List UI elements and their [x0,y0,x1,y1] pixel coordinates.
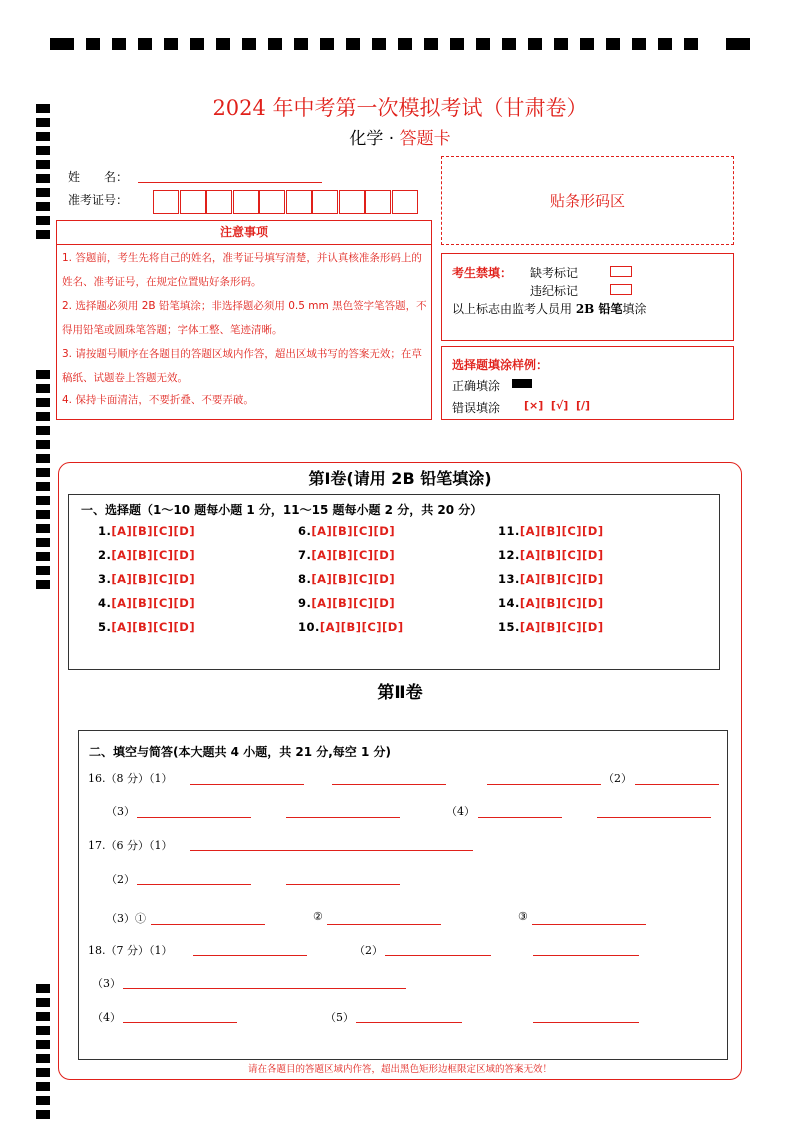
answer-options[interactable]: [A][B][C][D] [319,620,404,634]
timing-mark [36,1026,50,1035]
notice-title-box [56,220,432,245]
part1-title: 第Ⅰ卷(请用 2B 铅笔填涂) [308,469,492,488]
exam-id-digit-box[interactable] [312,190,338,214]
page-title: 2024 年中考第一次模拟考试（甘肃卷） [212,96,588,120]
timing-mark [36,454,50,463]
ban-box [441,253,734,341]
answer-options[interactable]: [A][B][C][D] [519,596,604,610]
timing-mark [36,566,50,575]
choice-question[interactable] [498,572,604,586]
timing-mark [36,510,50,519]
answer-options[interactable]: [A][B][C][D] [519,620,604,634]
exam-id-digit-box[interactable] [286,190,312,214]
timing-mark [36,412,50,421]
q17-blank[interactable] [190,850,473,851]
q16-label: 16.（8 分）（1） [88,772,173,785]
q18-blank[interactable] [193,955,307,956]
q18-label: 18.（7 分）（1） [88,944,173,957]
answer-options[interactable]: [A][B][C][D] [311,596,396,610]
correct-label: 正确填涂 [452,379,501,393]
question-number: 13. [498,572,520,586]
q16-blank[interactable] [332,784,446,785]
q17-label: 17.（6 分）（1） [88,839,173,852]
correct-fill-mark [512,379,532,388]
q18-blank[interactable] [533,955,639,956]
timing-mark [36,496,50,505]
question-number: 3. [98,572,112,586]
question-number: 8. [298,572,312,586]
timing-mark [36,1096,50,1105]
sample-box [441,346,734,420]
timing-mark [36,538,50,547]
choice-question[interactable] [298,572,395,586]
choice-question[interactable] [98,572,195,586]
card-label: 答题卡 [399,129,451,149]
timing-mark [36,1040,50,1049]
timing-mark [36,1012,50,1021]
q17-blank[interactable] [327,924,441,925]
timing-mark [36,552,50,561]
answer-options[interactable]: [A][B][C][D] [111,620,196,634]
q17-3b-label: ② [313,910,323,923]
q18-5-label: （5） [325,1011,354,1024]
exam-id-digit-box[interactable] [365,190,391,214]
exam-id-digit-box[interactable] [153,190,179,214]
choice-question[interactable] [498,620,604,634]
question-number: 6. [298,524,312,538]
timing-mark [36,426,50,435]
timing-mark [36,524,50,533]
ban-title: 考生禁填： [452,266,513,280]
question-number: 2. [98,548,112,562]
timing-mark [36,1110,50,1119]
question-number: 14. [498,596,520,610]
violation-label: 违纪标记 [530,284,579,298]
answer-options[interactable]: [A][B][C][D] [519,524,604,538]
answer-options[interactable]: [A][B][C][D] [311,548,396,562]
choice-section-title: 一、选择题（1～10 题每小题 1 分，11～15 题每小题 2 分，共 20 分） [81,503,483,517]
timing-mark [36,440,50,449]
q16-2-label: （2） [603,772,632,785]
q17-2-label: （2） [106,873,135,886]
timing-mark [36,230,50,239]
notice-item: 3. 请按题号顺序在各题目的答题区域内作答，超出区域书写的答案无效；在草稿纸、试题卷上答题无效。 [62,348,422,384]
choice-question[interactable] [98,620,195,634]
page-subtitle [0,124,800,149]
timing-mark [36,160,50,169]
q18-blank[interactable] [356,1022,462,1023]
question-number: 5. [98,620,112,634]
choice-question[interactable] [498,548,604,562]
choice-question[interactable] [298,620,404,634]
choice-question[interactable] [98,596,195,610]
timing-mark [36,384,50,393]
q16-blank[interactable] [190,784,304,785]
name-label: 姓 名： [68,170,129,184]
question-number: 10. [298,620,320,634]
fill-section-title: 二、填空与简答(本大题共 4 小题，共 21 分,每空 1 分) [89,745,391,759]
choice-question[interactable] [298,596,395,610]
exam-id-digit-box[interactable] [259,190,285,214]
q18-2-label: （2） [354,944,383,957]
choice-question[interactable] [298,524,395,538]
question-number: 7. [298,548,312,562]
answer-options[interactable]: [A][B][C][D] [519,548,604,562]
q18-blank[interactable] [533,1022,639,1023]
sample-title: 选择题填涂样例： [452,358,549,372]
part2-title: 第Ⅱ卷 [377,683,423,703]
timing-mark [36,188,50,197]
timing-mark [36,202,50,211]
ban-note-end: 填涂 [622,302,647,316]
q16-blank[interactable] [286,817,400,818]
answer-options[interactable]: [A][B][C][D] [111,548,196,562]
q16-blank[interactable] [487,784,601,785]
timing-mark [36,984,50,993]
timing-mark [36,398,50,407]
q18-blank[interactable] [385,955,491,956]
q17-3c-label: ③ [518,910,528,923]
notice-item: 2. 选择题必须用 2B 铅笔填涂；非选择题必须用 0.5 mm 黑色签字笔答题，不得用铅笔或圆珠笔答题；字体工整、笔迹清晰。 [62,300,427,336]
exam-id-digit-box[interactable] [180,190,206,214]
choice-question[interactable] [298,548,395,562]
q17-blank[interactable] [151,924,265,925]
notice-title: 注意事项 [219,225,268,239]
exam-id-digit-box[interactable] [392,190,418,214]
question-number: 9. [298,596,312,610]
choice-question[interactable] [98,524,195,538]
exam-id-digit-box[interactable] [206,190,232,214]
ban-note [452,300,647,317]
answer-options[interactable]: [A][B][C][D] [111,572,196,586]
exam-id-digit-box[interactable] [339,190,365,214]
answer-options[interactable]: [A][B][C][D] [311,524,396,538]
subject-label: 化学 [349,129,384,149]
timing-mark [36,1082,50,1091]
timing-mark [36,174,50,183]
q16-blank[interactable] [137,817,251,818]
choice-question[interactable] [498,596,604,610]
question-number: 1. [98,524,112,538]
choice-question[interactable] [98,548,195,562]
question-number: 15. [498,620,520,634]
q16-blank[interactable] [597,817,711,818]
question-number: 11. [498,524,520,538]
q18-blank[interactable] [123,988,406,989]
absent-label: 缺考标记 [530,266,579,280]
q16-3-label: （3） [106,805,135,818]
subtitle-dot: · [388,129,395,149]
footer-note: 请在各题目的答题区域内作答，超出黑色矩形边框限定区域的答案无效！ [247,1064,552,1075]
q17-blank[interactable] [532,924,646,925]
q18-blank[interactable] [123,1022,237,1023]
violation-mark-box[interactable] [610,284,632,295]
q17-blank[interactable] [286,884,400,885]
q16-blank[interactable] [478,817,562,818]
answer-options[interactable]: [A][B][C][D] [111,596,196,610]
answer-options[interactable]: [A][B][C][D] [111,524,196,538]
answer-options[interactable]: [A][B][C][D] [519,572,604,586]
timing-mark [36,580,50,589]
q18-4-label: （4） [92,1011,121,1024]
answer-options[interactable]: [A][B][C][D] [311,572,396,586]
q17-3-label: （3）① [106,912,146,925]
ban-note-text: 以上标志由监考人员用 [452,302,576,316]
q17-blank[interactable] [137,884,251,885]
choice-question[interactable] [498,524,604,538]
wrong-marks: [×] [√] [/] [524,399,591,412]
timing-mark [36,216,50,225]
q16-blank[interactable] [635,784,719,785]
timing-mark [36,370,50,379]
exam-id-digit-box[interactable] [233,190,259,214]
absent-mark-box[interactable] [610,266,632,277]
notice-item: 4. 保持卡面清洁，不要折叠、不要弄破。 [62,394,254,406]
question-number: 12. [498,548,520,562]
question-number: 4. [98,596,112,610]
timing-mark [36,998,50,1007]
q18-3-label: （3） [92,977,121,990]
exam-id-label: 准考证号： [68,193,129,207]
barcode-label: 贴条形码区 [549,192,625,210]
barcode-area [441,156,734,245]
ban-note-bold: 2B 铅笔 [575,302,623,316]
name-field[interactable] [138,182,322,183]
q16-4-label: （4） [446,805,475,818]
wrong-label: 错误填涂 [452,401,501,415]
notice-item: 1. 答题前，考生先将自己的姓名，准考证号填写清楚，并认真核准条形码上的姓名、准考证号，在规定位置贴好条形码。 [62,252,422,288]
